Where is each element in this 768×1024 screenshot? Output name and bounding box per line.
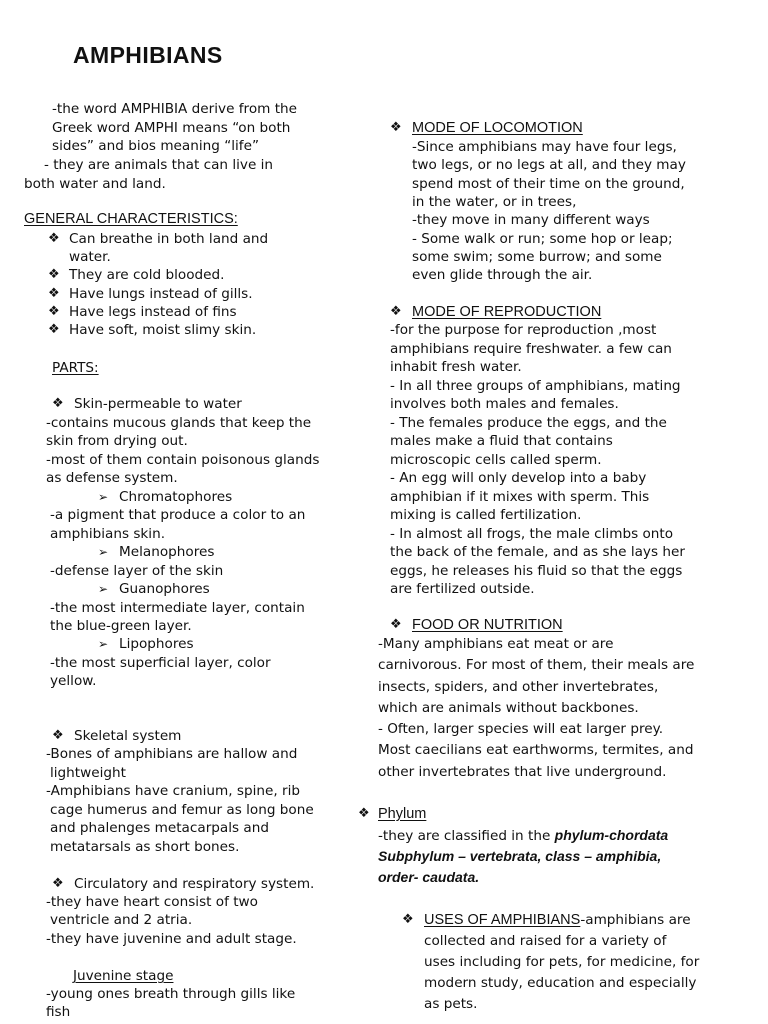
reproduction-line: amphibian if it mixes with sperm. This [390,489,650,505]
arrow-bullet-icon: ➢ [98,582,109,596]
reproduction-line: - The females produce the eggs, and the [390,415,667,431]
food-heading: FOOD OR NUTRITION [412,617,563,633]
reproduction-line: - An egg will only develop into a baby [390,470,647,486]
intro-line: sides” and bios meaning “life” [52,138,259,154]
uses-line: modern study, education and especially [424,975,697,991]
reproduction-line: the back of the female, and as she lays her [390,544,685,560]
reproduction-line: - In almost all frogs, the male climbs onto [390,526,674,542]
skeletal-heading: Skeletal system [74,728,182,744]
diamond-bullet-icon: ❖ [48,304,60,319]
characteristic-item: water. [69,249,111,265]
phylum-heading: Phylum [378,806,427,822]
parts-line: -defense layer of the skin [50,563,224,579]
reproduction-line: involves both males and females. [390,396,619,412]
food-line: - Often, larger species will eat larger prey. [378,721,664,737]
parts-heading: PARTS: [52,360,99,376]
reproduction-line: are fertilized outside. [390,581,535,597]
reproduction-heading: MODE OF REPRODUCTION [412,304,602,320]
characteristic-item: Have lungs instead of gills. [69,286,253,302]
intro-line: - they are animals that can live in [44,157,274,173]
parts-line: -the most superficial layer, color [50,655,271,671]
characteristic-item: Have legs instead of fins [69,304,237,320]
reproduction-line: amphibians require freshwater. a few can [390,341,672,357]
arrow-bullet-icon: ➢ [98,545,109,559]
diamond-bullet-icon: ❖ [390,304,402,319]
reproduction-line: eggs, he releases his fluid so that the eggs [390,563,683,579]
skeletal-line: and phalenges metacarpals and [50,820,269,836]
reproduction-line: -for the purpose for reproduction ,most [390,322,657,338]
diamond-bullet-icon: ❖ [48,267,60,282]
uses-tail: -amphibians are [580,912,691,928]
skeletal-line: -Bones of amphibians are hallow and [46,746,298,762]
uses-line: uses including for pets, for medicine, for [424,954,700,970]
page-title: AMPHIBIANS [73,42,223,68]
parts-line: amphibians skin. [50,526,166,542]
reproduction-line: inhabit fresh water. [390,359,522,375]
arrow-bullet-icon: ➢ [98,490,109,504]
locomotion-line: two legs, or no legs at all, and they may [412,157,686,173]
locomotion-line: -they move in many different ways [412,212,650,228]
uses-heading: USES OF AMPHIBIANS [424,912,581,928]
food-line: which are animals without backbones. [378,700,639,716]
uses-line: as pets. [424,996,478,1012]
juvenine-line: -young ones breath through gills like [46,986,296,1002]
reproduction-line: - In all three groups of amphibians, mating [390,378,681,394]
diamond-bullet-icon: ❖ [402,912,414,927]
circulatory-line: -they have heart consist of two [46,894,258,910]
diamond-bullet-icon: ❖ [52,876,64,891]
parts-line: -the most intermediate layer, contain [50,600,305,616]
parts-line: as defense system. [46,470,178,486]
food-line: other invertebrates that live underground. [378,764,667,780]
characteristic-item: They are cold blooded. [69,267,225,283]
diamond-bullet-icon: ❖ [390,120,402,135]
characteristic-item: Have soft, moist slimy skin. [69,322,257,338]
circulatory-line: ventricle and 2 atria. [50,912,193,928]
food-line: Most caecilians eat earthworms, termites, and [378,742,694,758]
diamond-bullet-icon: ❖ [358,806,370,821]
locomotion-line: some swim; some burrow; and some [412,249,662,265]
parts-line: yellow. [50,673,97,689]
characteristic-item: Can breathe in both land and [69,231,269,247]
phylum-line [378,826,668,845]
locomotion-line: - Some walk or run; some hop or leap; [412,231,673,247]
general-characteristics-heading: GENERAL CHARACTERISTICS: [24,211,238,227]
locomotion-heading: MODE OF LOCOMOTION [412,120,583,136]
locomotion-line: -Since amphibians may have four legs, [412,139,677,155]
parts-line: -contains mucous glands that keep the [46,415,312,431]
phylum-line: order- caudata. [378,869,480,885]
parts-line: Guanophores [119,581,210,597]
diamond-bullet-icon: ❖ [48,286,60,301]
locomotion-line: in the water, or in trees, [412,194,577,210]
parts-line: -most of them contain poisonous glands [46,452,320,468]
skeletal-line: -Amphibians have cranium, spine, rib [46,783,300,799]
food-line: insects, spiders, and other invertebrates, [378,679,659,695]
parts-line: Lipophores [119,636,194,652]
reproduction-line: mixing is called fertilization. [390,507,582,523]
parts-line: skin from drying out. [46,433,188,449]
food-line: -Many amphibians eat meat or are [378,636,614,652]
phylum-name: phylum-chordata [554,827,669,843]
skin-heading: Skin-permeable to water [74,396,242,412]
reproduction-line: microscopic cells called sperm. [390,452,602,468]
diamond-bullet-icon: ❖ [52,396,64,411]
food-line: carnivorous. For most of them, their meals are [378,657,695,673]
parts-line: Chromatophores [119,489,233,505]
arrow-bullet-icon: ➢ [98,637,109,651]
circulatory-heading: Circulatory and respiratory system. [74,876,315,892]
phylum-line: Subphylum – vertebrata, class – amphibia, [378,848,662,864]
skeletal-line: metatarsals as short bones. [50,839,240,855]
skeletal-line: lightweight [50,765,126,781]
parts-line: Melanophores [119,544,215,560]
intro-line: Greek word AMPHI means “on both [52,120,291,136]
reproduction-line: males make a fluid that contains [390,433,613,449]
uses-line: collected and raised for a variety of [424,933,667,949]
uses-line [424,911,691,929]
phylum-prefix: -they are classified in the [378,828,555,844]
diamond-bullet-icon: ❖ [48,322,60,337]
juvenine-line: fish [46,1004,71,1020]
parts-line: the blue-green layer. [50,618,192,634]
diamond-bullet-icon: ❖ [52,728,64,743]
juvenine-heading: Juvenine stage [73,968,174,984]
skeletal-line: cage humerus and femur as long bone [50,802,314,818]
diamond-bullet-icon: ❖ [48,231,60,246]
diamond-bullet-icon: ❖ [390,617,402,632]
locomotion-line: even glide through the air. [412,267,593,283]
locomotion-line: spend most of their time on the ground, [412,176,685,192]
intro-line: -the word AMPHIBIA derive from the [52,101,298,117]
intro-line: both water and land. [24,176,166,192]
circulatory-line: -they have juvenine and adult stage. [46,931,297,947]
parts-line: -a pigment that produce a color to an [50,507,306,523]
